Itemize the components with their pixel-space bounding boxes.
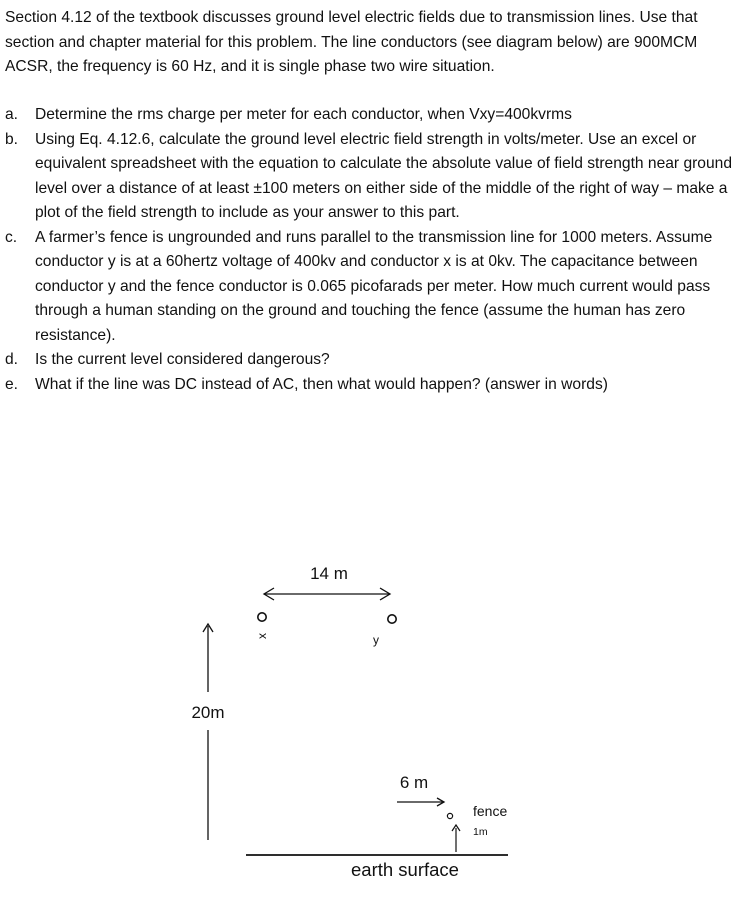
spacing-arrow [264, 588, 390, 600]
conductor-y-circle [388, 615, 396, 623]
question-list [5, 103, 735, 397]
fence-conductor-circle [447, 813, 452, 818]
question-c [5, 226, 735, 349]
transmission-line-diagram [0, 540, 756, 900]
conductor-x-circle [258, 613, 266, 621]
question-d [5, 348, 735, 373]
conductor-x-label: x [255, 633, 269, 639]
question-a [5, 103, 735, 128]
question-marker: a. [5, 106, 19, 123]
earth-surface-label: earth surface [351, 859, 459, 880]
problem-intro: Section 4.12 of the textbook discusses ground level electric fields due to transmission lines. Use that section and chapter material for this problem. The line conductors (see diagram below) are 900MCM ACSR, the frequency is 60 Hz, and it is single phase two wire situation. [5, 9, 698, 75]
question-b [5, 128, 735, 226]
height-arrow [203, 624, 213, 840]
fence-height-label: 1m [473, 826, 488, 838]
question-text: What if the line was DC instead of AC, then what would happen? (answer in words) [35, 375, 608, 393]
question-e [5, 373, 735, 398]
height-label: 20m [191, 703, 225, 722]
fence-height-arrow [452, 825, 460, 852]
question-text: Is the current level considered dangerous? [35, 351, 330, 368]
question-marker: b. [5, 130, 19, 148]
question-text: Determine the rms charge per meter for each conductor, when Vxy=400kvrms [35, 106, 572, 123]
question-marker: d. [5, 351, 19, 368]
question-text: A farmer’s fence is ungrounded and runs parallel to the transmission line for 1000 meters. Assume conductor y is at a 60hertz voltage of 400kv and conductor x is at 0kv. The capacitance between conductor y and the fence conductor is 0.065 picofarads per meter. How much current would pass through a human standing on the ground and touching the fence (assume the human has zero resistance). [35, 228, 713, 344]
spacing-label: 14 m [310, 564, 348, 583]
question-text: Using Eq. 4.12.6, calculate the ground level electric field strength in volts/meter. Use an excel or equivalent spreadsheet with the equation to calculate the absolute value of field strength near ground level over a distance of at least ±100 meters on either side of the middle of the right of way – make a plot of the field strength to include as your answer to this part. [35, 130, 732, 221]
conductor-y-label: y [373, 633, 379, 647]
fence-distance-arrow [397, 798, 444, 806]
fence-label: fence [473, 803, 508, 819]
question-marker: e. [5, 375, 19, 393]
fence-distance-label: 6 m [399, 773, 429, 792]
question-marker: c. [5, 228, 18, 246]
